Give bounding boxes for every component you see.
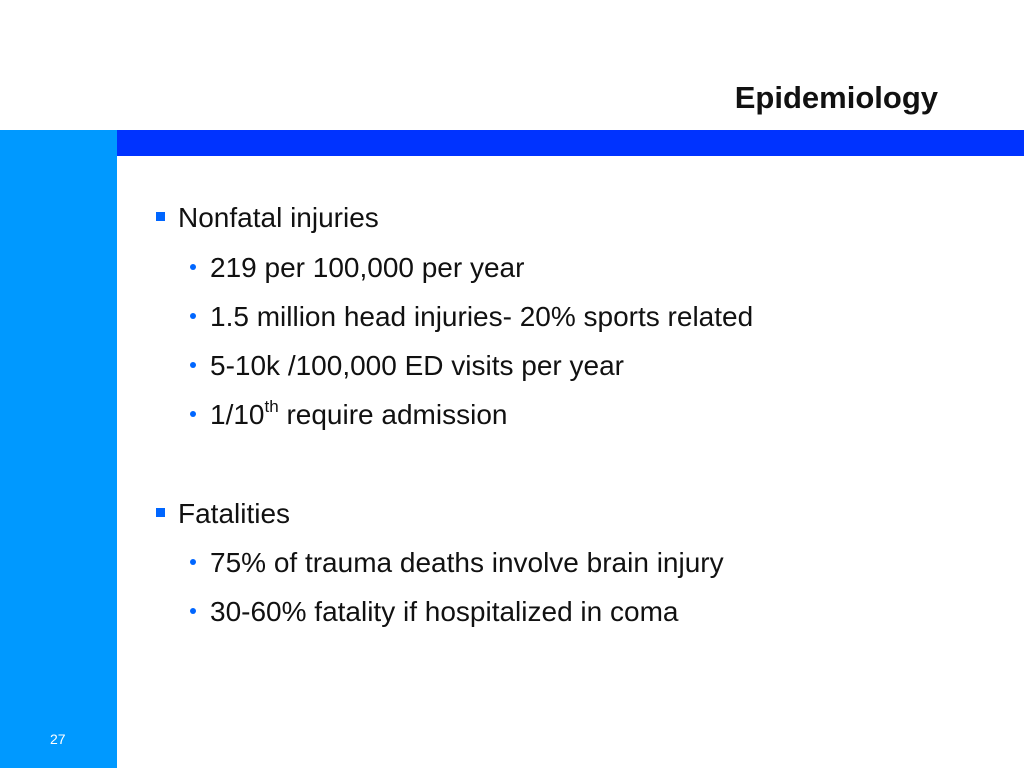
sub-bullet-trauma-deaths xyxy=(190,546,724,580)
sub-bullet-coma-fatality xyxy=(190,595,678,629)
bullet-nonfatal-injuries xyxy=(156,201,379,235)
sub-bullet-text-base: 1/10 xyxy=(210,399,265,430)
sub-bullet-ed-visits xyxy=(190,349,624,383)
dot-bullet-icon xyxy=(190,362,196,368)
sub-bullet-head-injuries xyxy=(190,300,753,334)
section-heading: Nonfatal injuries xyxy=(178,202,379,233)
bullet-fatalities xyxy=(156,497,290,531)
dot-bullet-icon xyxy=(190,608,196,614)
square-bullet-icon xyxy=(156,508,165,517)
slide-title: Epidemiology xyxy=(734,80,938,115)
sub-bullet-text: 75% of trauma deaths involve brain injury xyxy=(210,547,724,578)
sub-bullet-text: 30-60% fatality if hospitalized in coma xyxy=(210,596,679,627)
sub-bullet-rate xyxy=(190,251,524,285)
dot-bullet-icon xyxy=(190,411,196,417)
dot-bullet-icon xyxy=(190,559,196,565)
section-heading: Fatalities xyxy=(178,498,291,529)
sub-bullet-text: 1.5 million head injuries- 20% sports related xyxy=(210,301,754,332)
sub-bullet-text: 5-10k /100,000 ED visits per year xyxy=(210,350,624,381)
sub-bullet-admission xyxy=(190,398,507,432)
sub-bullet-text: 219 per 100,000 per year xyxy=(210,252,525,283)
dot-bullet-icon xyxy=(190,313,196,319)
dot-bullet-icon xyxy=(190,264,196,270)
sub-bullet-text-rest: require admission xyxy=(278,399,508,430)
slide-number: 27 xyxy=(50,731,66,747)
superscript-ordinal: th xyxy=(264,397,279,416)
square-bullet-icon xyxy=(156,212,165,221)
